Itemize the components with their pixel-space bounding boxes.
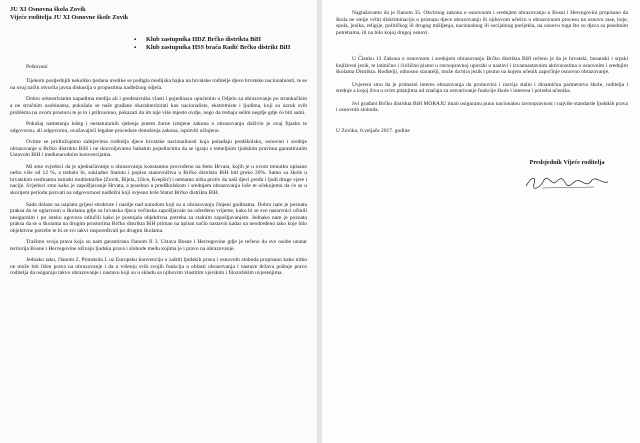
council-name: Vijeće roditelja JU XI Osnovne škole Zovik (10, 14, 129, 21)
paragraph: Tražimo svoja prava koja su nam garantirana članom II 3. Ustava Bosne i Hercegovine gdje je rečeno da sve osobe unutar teritorija Bosne i Hercegovine uživaju ljudska prava i slobode među kojima je i pravo na obrazovanje. (10, 239, 307, 252)
paragraph: Naglašavamo da je članom 35. Okvirnog zakona o osnovnom i srednjem obrazovanju u Bosni i Hercegovini propisano da škola ne smije vršiti diskriminaciju u pristupu djece obrazovanju ili njihovom učešću u obrazovnom procesu na osnovu rase, boje, spola, jezika, religije, političkog ili drugog mišljenja, nacionalnog ili socijalnog porijekla, na osnovu toga što su djeca sa posebnim potrebama, ili na bilo kojoj drugoj osnovi. (336, 10, 628, 36)
recipient-label: Klub zastupnika HDZ Brčko distrikta BiH (146, 36, 261, 43)
bullet-icon: ▪ (134, 44, 137, 52)
letter-page-left (0, 0, 318, 443)
letter-page-right (322, 0, 640, 443)
paragraph: Sada dolaze na naplatu grijesi strukture i nasilje nad narodom koji su u obrazovanju činjeni godinama. Dobro nam je poznata praksa da se uglavnom u školama gdje su hrvatska djeca većinska zapošljavalo na određeno vrijeme, kako bi se sve nastavnici učinili nesigurnim i po isteku ugovora odlučili kako je postojala objektivna potreba za stalnim zapošljavanjem. Jednako nam je poznata praksa da se u školama na drugim prostorima Brčko distrikta BiH primao na upitan način nastavni kadar na neodređeno tako koje bilo objektivne potrebe te bi se svi takvi raspoređivali po drugim školama. (10, 201, 307, 234)
recipient-item (134, 44, 307, 51)
paragraph: Tijekom posljednjih nekoliko tjedana uvelike se podigla medijska hajka na hrvatske roditelje djece hrvatske nacionalnosti, te se na ovaj način otvorila javna diskusija o propustima nadležnog odjela. (10, 78, 307, 91)
letter-date: U Zoviku, 6.veljače 2017. godine (336, 128, 410, 135)
recipient-item (134, 36, 307, 43)
greeting: Poštovani (26, 63, 48, 70)
recipient-label: Klub zastupnika HSS braća Radić Brčko distrikt BiH (146, 44, 291, 52)
bullet-icon: ▪ (134, 36, 137, 43)
paragraph: Svi građani Brčko distrikta BiH MORAJU imati osiguranu punu nacionalnu ravnopravnost i najviše standarde ljudskih prava i osnovnih sloboda. (336, 100, 628, 114)
paragraph: Pokušaj nametanja lošeg i nestatutarnih rješenja putem žurne izmjene zakona o obrazovanju doživio je ovaj fijasko te odgovornu, ali odgovornu, uvažavajući legalne procedure donošenja zakona, ispraviti učinjeno. (10, 121, 307, 134)
paragraph: Dobro orkestriranim napadima medija ali i predstavnika vlasti i pojedinaca upućenim u Odjelu za obrazovanje po strankačkim a ne stručnim osobinama, pokušalo se naše građane okarakterizirati kao nacionaliste, ekstremiste i ljudima, koji su uzrok svih problema na ovom prostoru te je to i prihvaćeno, pokazati da im nije više mjesto ovdje, nego da trebaju selim negdje gdje će biti sami. (10, 96, 307, 116)
paragraph: Uvjereni smo da je primarni interes obrazovanja da promovira i razvija stalni i dinamičnu partnerstvo škole, roditelja i srednje a kojoj živa u svim pitanjima od značaja za ostvarivanje funkcije škole i interesa i potreba učenika. (336, 81, 628, 95)
recipient-list (134, 36, 307, 52)
paragraph: U Članku 13 Zakona o osnovnom i srednjem obrazovanju Brčko distrikta BiH rečeno je da je hrvatski, bosanski i srpski književni jezik, te latinično i ćirilično pismo u ravnopravnoj uporabi u nastavi i izvannastavnim aktivnostima u osnovnim i srednjim školama Distrikta. Roditelji, odnosno staratelji, može da bira jezik i pismo na kojem učenik započinje osnovno obrazovanje. (336, 56, 628, 76)
signature-block (506, 159, 628, 192)
signature-title: Predsjednik Vijeće roditelja (529, 158, 605, 166)
handwritten-signature (506, 172, 628, 192)
school-name: JU XI Osnovna škola Zovik (10, 6, 86, 13)
paragraph: Mi smo svjedoci da je ujednačavanje u obrazovanju konstantno provođeno na štetu Hrvata, kojih je u ovom trenutku upisano nešto više od 12 %, a trebalo bi, sukladno Statutu i popisu stanovništva u Brčko distriktu BiH biti preko 20%. Samo su škole u hrvatskim sredinama istinski multietničke (Zovik, Bijela, Ulice, Krepšić) i nemamo ništa protiv da naši djeci pređu i ljudi druge vjere i nacije. Svjedoci smo kako je zapošljavanje Hrvata, a posebno u predškolskom i srednjem obrazovanju loše te očekujemo da će se u skorijem periodu pozvati na odgovornost nadležni koji svjesno krše Statut Brčko distrikta BiH. (10, 163, 307, 197)
paragraph: Jednako tako, članom 2. Protokola I. uz Europsku konvenciju o zaštiti ljudskih prava i osnovnih sloboda propisano kako nitko ne može biti lišen prava na obrazovanje i da u vršenju svih svojih funkcija u oblasti obrazovanja i nastave država poštuje pravo roditelja da osiguraju takvo obrazovanje i nastavu koji su u skladu sa njihovim vlastitim vjerskim i filozofskim uvjerenjima. (10, 257, 307, 277)
paragraph: Ovime se pridružujemo zahtjevima roditelja djece hrvatske nacionalnosti koja pohađaju predškolsko, osnovno i srednje obrazovanje u Brčko distriktu BiH i ne dozvoljavamo bahatim pojedincima da se igraju s temeljnim ljudskim pravima garantiranim Ustavom BiH i međunarodnim konvencijama. (10, 139, 307, 159)
